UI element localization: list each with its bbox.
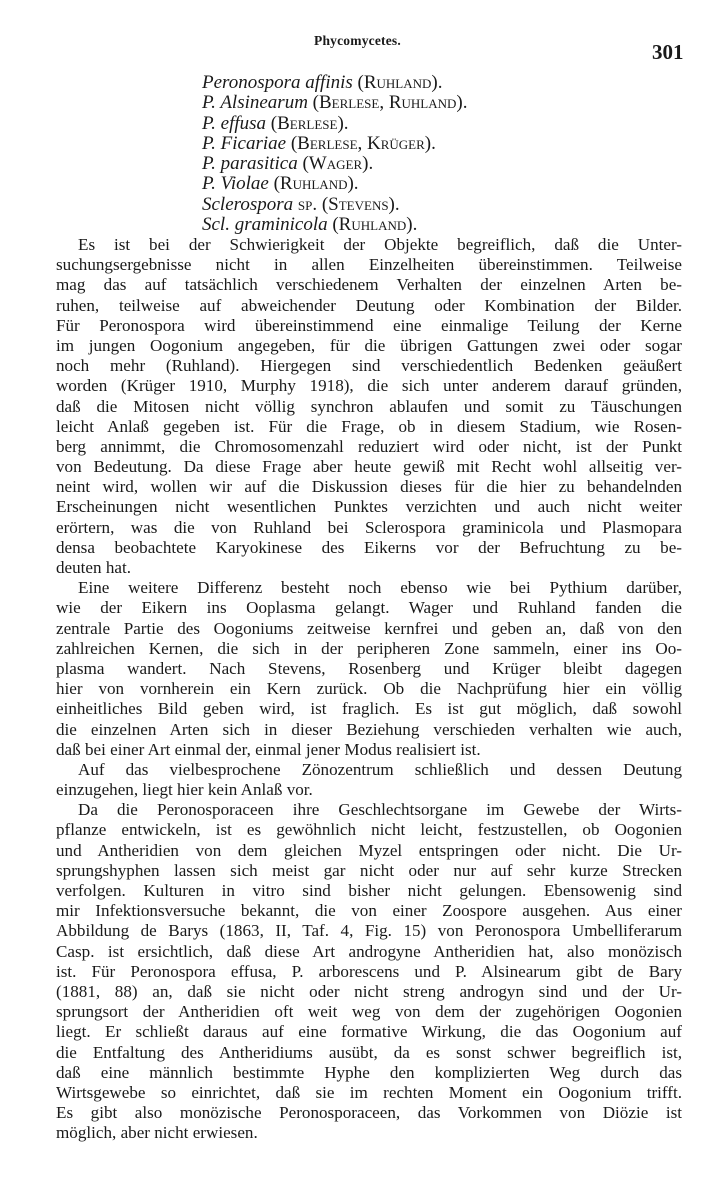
text-line: liegt. Er schließt daraus auf eine formative Wirkung, die das Oogonium auf <box>56 1022 682 1042</box>
species-authors: (Ruhland). <box>273 173 359 195</box>
species-list-item <box>202 73 642 93</box>
text-line: berg annimmt, die Chromosomenzahl reduziert wird oder nicht, ist der Punkt <box>56 436 682 456</box>
text-line: einzugehen, liegt hier kein Anlaß vor. <box>56 780 313 800</box>
species-name: P. Ficariae <box>202 132 287 154</box>
species-list-item <box>202 174 642 194</box>
text-line: möglich, aber nicht erwiesen. <box>56 1123 258 1143</box>
species-name: Scl. graminicola <box>202 214 328 236</box>
species-name: P. parasitica <box>202 153 298 175</box>
paragraph <box>56 760 682 800</box>
running-title: Phycomycetes. <box>314 33 401 48</box>
text-line: (1881, 88) an, daß sie nicht oder nicht streng androgyn sind und der Ur- <box>56 981 682 1001</box>
species-list-item <box>202 93 642 113</box>
species-list-item <box>202 215 642 235</box>
text-line: Abbildung de Barys (1863, II, Taf. 4, Fig. 15) von Peronospora Umbelliferarum <box>56 921 682 941</box>
text-line: neint wird, wollen wir auf die Diskussion dieses für die hier zu behandelnden <box>56 477 682 497</box>
text-line: und Antheridien von dem gleichen Myzel entspringen oder nicht. Die Ur- <box>56 840 682 860</box>
text-line: daß eine männlich bestimmte Hyphe den komplizierten Weg durch das <box>56 1062 682 1082</box>
text-line: densa beobachtete Karyokinese des Eikerns vor der Befruchtung zu be- <box>56 537 682 557</box>
text-line: daß die Mitosen nicht völlig synchron ablaufen und somit zu Täuschungen <box>56 396 682 416</box>
text-line: zahlreichen Kernen, die sich in der peripheren Zone sammeln, einer ins Oo- <box>56 638 682 658</box>
paragraph <box>56 235 682 578</box>
text-line: Da die Peronosporaceen ihre Geschlechtsorgane im Gewebe der Wirts- <box>78 800 682 820</box>
text-line: Für Peronospora wird übereinstimmend eine einmalige Teilung der Kerne <box>56 315 682 335</box>
text-line: deuten hat. <box>56 558 131 577</box>
species-name: P. effusa <box>202 112 267 134</box>
species-list-item <box>202 154 642 174</box>
text-line: hier von vornherein ein Kern zurück. Ob die Nachprüfung hier ein völlig <box>56 679 682 699</box>
text-line: die einzelnen Arten sich in dieser Beziehung verschieden verhalten wie auch, <box>56 719 682 739</box>
paragraph <box>56 800 682 1143</box>
species-list-item <box>202 195 642 215</box>
text-line: pflanze entwickeln, ist es gewöhnlich nicht leicht, festzustellen, ob Oogonien <box>56 820 682 840</box>
text-line: Erscheinungen nicht wesentlichen Punktes verzichten und auch nicht weiter <box>56 497 682 517</box>
paragraph <box>56 578 682 760</box>
text-line: ist. Für Peronospora effusa, P. arborescens und P. Alsinearum gibt de Bary <box>56 961 682 981</box>
text-line: Es ist bei der Schwierigkeit der Objekte begreiflich, daß die Unter- <box>78 235 682 254</box>
text-line: erörtern, was die von Ruhland bei Sclerospora graminicola und Plasmopara <box>56 517 682 537</box>
text-line: einheitliches Bild geben wird, ist fraglich. Es ist gut möglich, daß sowohl <box>56 699 682 719</box>
text-line: verfolgen. Kulturen in vitro sind bisher nicht gelungen. Ebensowenig sind <box>56 881 682 900</box>
species-authors: (Berlese). <box>270 112 349 134</box>
body-text <box>56 235 682 1143</box>
species-list-item <box>202 134 642 154</box>
text-line: plasma wandert. Nach Stevens, Rosenberg und Krüger bleibt dagegen <box>56 658 682 678</box>
species-name: P. Alsinearum <box>202 92 308 114</box>
page-number: 301 <box>652 40 684 64</box>
text-line: noch mehr (Ruhland). Hiergegen sind verschiedentlich Bedenken geäußert <box>56 356 682 376</box>
text-line: Eine weitere Differenz besteht noch ebenso wie bei Pythium darüber, <box>78 578 682 598</box>
text-line: im jungen Oogonium angegeben, für die übrigen Gattungen zwei oder sogar <box>56 335 682 355</box>
text-line: mag das auf tatsächlich verschiedenem Verhalten der einzelnen Arten be- <box>56 275 682 295</box>
text-line: von Bedeutung. Da diese Frage aber heute gewiß mit Recht wohl allseitig ver- <box>56 457 682 477</box>
text-line: suchungsergebnisse nicht in allen Einzelheiten übereinstimmen. Teilweise <box>56 255 682 275</box>
text-line: zentrale Partie des Oogoniums zeitweise kernfrei und geben an, daß von den <box>56 618 682 638</box>
text-line: die Entfaltung des Antheridiums ausübt, da es sonst schwer begreiflich ist, <box>56 1042 682 1062</box>
species-list-item <box>202 114 642 134</box>
text-line: ruhen, teilweise auf abweichender Deutung oder Kombination der Bilder. <box>56 295 682 315</box>
text-line: sprungshyphen lassen sich meist gar nicht oder nur auf sehr kurze Strecken <box>56 860 682 880</box>
text-line: Auf das vielbesprochene Zönozentrum schließlich und dessen Deutung <box>78 759 682 779</box>
species-authors: (Berlese, Ruhland). <box>312 92 468 114</box>
species-authors: sp. (Stevens). <box>297 193 400 215</box>
species-name: Sclerospora <box>202 193 294 215</box>
text-line: daß bei einer Art einmal der, einmal jener Modus realisiert ist. <box>56 739 481 759</box>
text-line: worden (Krüger 1910, Murphy 1918), die sich unter anderem darauf gründen, <box>56 376 682 396</box>
species-name: Peronospora affinis <box>202 72 353 93</box>
text-line: Wirtsgewebe so einrichtet, daß sie im rechten Moment ein Oogonium trifft. <box>56 1082 682 1102</box>
species-name: P. Violae <box>202 173 269 195</box>
text-line: sprungsort der Antheridien oft weit weg von dem der zugehörigen Oogonien <box>56 1002 682 1022</box>
species-authors: (Ruhland). <box>332 214 418 236</box>
text-line: leicht Anlaß gegeben ist. Für die Frage, ob in diesem Stadium, wie Rosen- <box>56 416 682 436</box>
species-authors: (Ruhland). <box>357 72 443 93</box>
species-authors: (Berlese, Krüger). <box>290 132 436 154</box>
species-authors: (Wager). <box>302 153 374 175</box>
text-line: wie der Eikern ins Ooplasma gelangt. Wager und Ruhland fanden die <box>56 598 682 618</box>
text-line: Es gibt also monözische Peronosporaceen, das Vorkommen von Diözie ist <box>56 1103 682 1123</box>
text-line: Casp. ist ersichtlich, daß diese Art androgyne Antheridien hat, also monözisch <box>56 941 682 961</box>
text-line: mir Infektionsversuche bekannt, die von einer Zoospore ausgehen. Aus einer <box>56 901 682 921</box>
species-list <box>202 73 642 235</box>
